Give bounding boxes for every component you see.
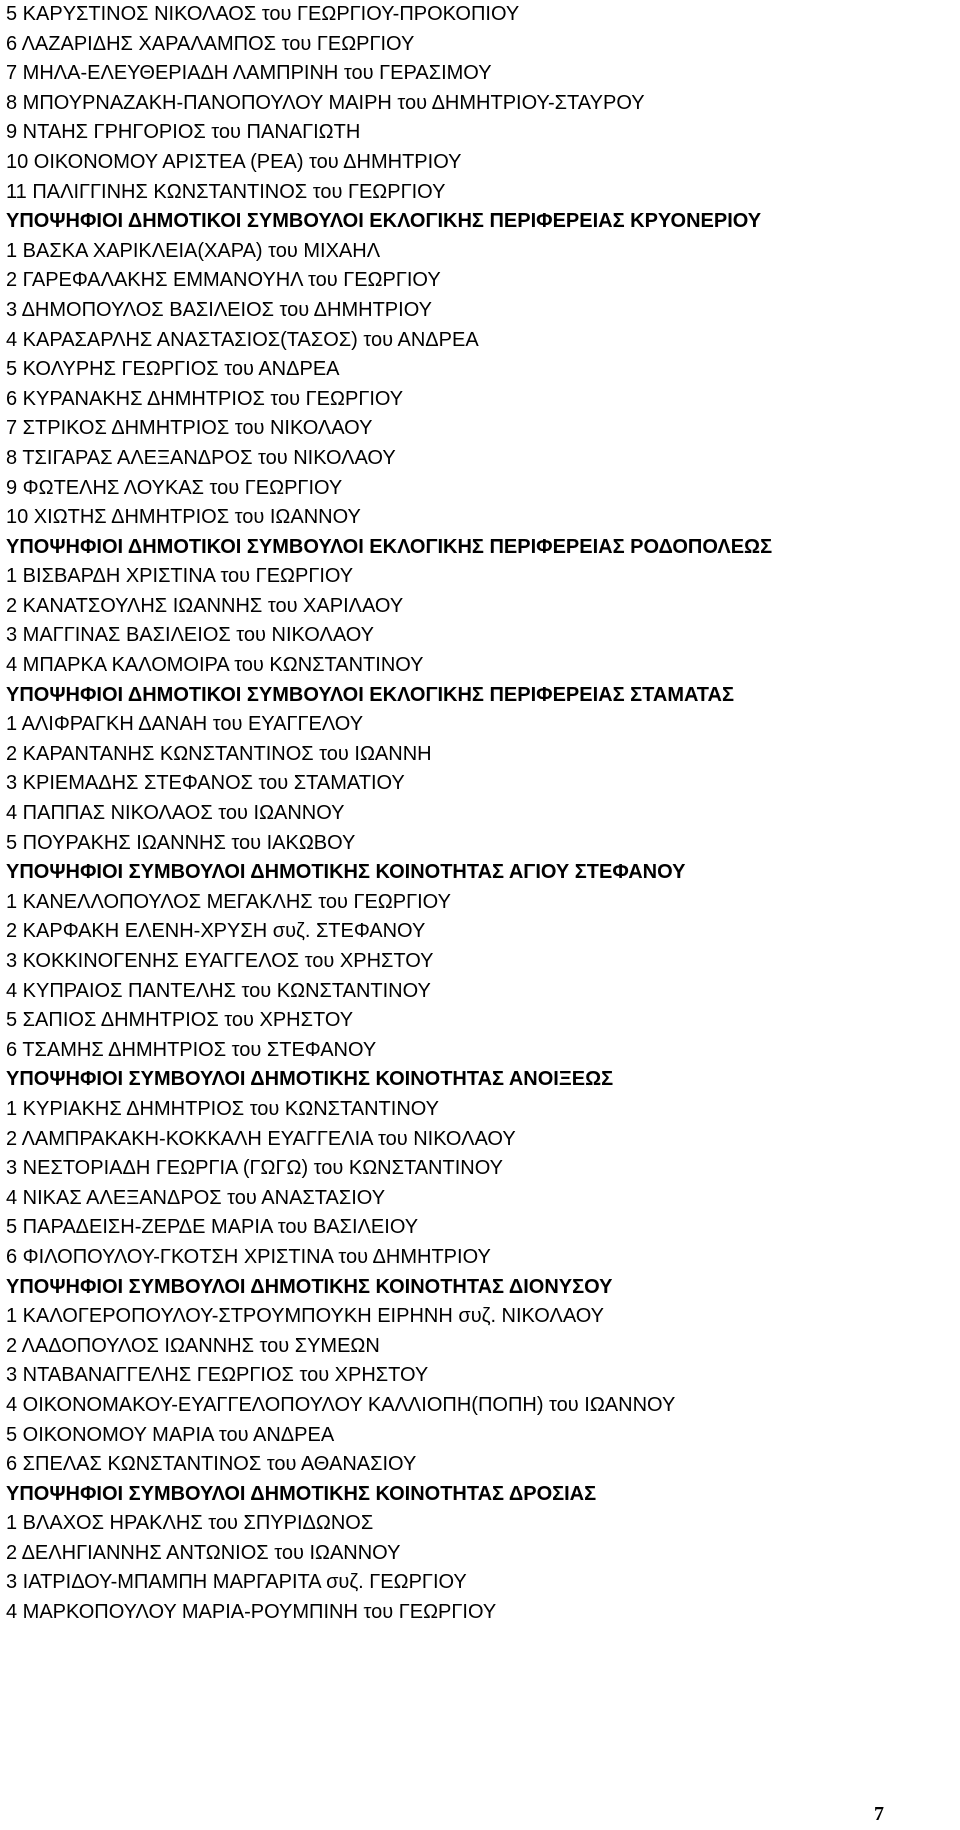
candidate-list xyxy=(6,0,954,1628)
candidate-entry: 5 ΚΑΡΥΣΤΙΝΟΣ ΝΙΚΟΛΑΟΣ του ΓΕΩΡΓΙΟΥ-ΠΡΟΚΟΠΙΟΥ xyxy=(6,3,520,25)
candidate-entry: 10 ΟΙΚΟΝΟΜΟΥ ΑΡΙΣΤΕΑ (ΡΕΑ) του ΔΗΜΗΤΡΙΟΥ xyxy=(6,150,462,173)
candidate-entry: 2 ΛΑΔΟΠΟΥΛΟΣ ΙΩΑΝΝΗΣ του ΣΥΜΕΩΝ xyxy=(6,1334,380,1357)
candidate-entry: 3 ΜΑΓΓΙΝΑΣ ΒΑΣΙΛΕΙΟΣ του ΝΙΚΟΛΑΟΥ xyxy=(6,624,374,647)
candidate-entry: 4 ΝΙΚΑΣ ΑΛΕΞΑΝΔΡΟΣ του ΑΝΑΣΤΑΣΙΟΥ xyxy=(6,1186,386,1209)
candidate-entry: 7 ΣΤΡΙΚΟΣ ΔΗΜΗΤΡΙΟΣ του ΝΙΚΟΛΑΟΥ xyxy=(6,417,373,440)
candidate-entry: 6 ΚΥΡΑΝΑΚΗΣ ΔΗΜΗΤΡΙΟΣ του ΓΕΩΡΓΙΟΥ xyxy=(6,387,404,410)
candidate-entry: 1 ΒΙΣΒΑΡΔΗ ΧΡΙΣΤΙΝΑ του ΓΕΩΡΓΙΟΥ xyxy=(6,565,354,588)
section-heading: ΥΠΟΨΗΦΙΟΙ ΔΗΜΟΤΙΚΟΙ ΣΥΜΒΟΥΛΟΙ ΕΚΛΟΓΙΚΗΣ ΠΕΡΙΦΕΡΕΙΑΣ ΡΟΔΟΠΟΛΕΩΣ xyxy=(6,535,773,558)
candidate-entry: 5 ΠΑΡΑΔΕΙΣΗ-ΖΕΡΔΕ ΜΑΡΙΑ του ΒΑΣΙΛΕΙΟΥ xyxy=(6,1216,419,1239)
candidate-entry: 6 ΤΣΑΜΗΣ ΔΗΜΗΤΡΙΟΣ του ΣΤΕΦΑΝΟΥ xyxy=(6,1038,377,1061)
candidate-entry: 2 ΛΑΜΠΡΑΚΑΚΗ-ΚΟΚΚΑΛΗ ΕΥΑΓΓΕΛΙΑ του ΝΙΚΟΛΑΟΥ xyxy=(6,1127,516,1150)
candidate-entry: 6 ΣΠΕΛΑΣ ΚΩΝΣΤΑΝΤΙΝΟΣ του ΑΘΑΝΑΣΙΟΥ xyxy=(6,1453,417,1476)
section-heading: ΥΠΟΨΗΦΙΟΙ ΣΥΜΒΟΥΛΟΙ ΔΗΜΟΤΙΚΗΣ ΚΟΙΝΟΤΗΤΑΣ ΑΓΙΟΥ ΣΤΕΦΑΝΟΥ xyxy=(6,861,686,884)
candidate-entry: 2 ΚΑΡΑΝΤΑΝΗΣ ΚΩΝΣΤΑΝΤΙΝΟΣ του ΙΩΑΝΝΗ xyxy=(6,742,432,765)
candidate-entry: 4 ΠΑΠΠΑΣ ΝΙΚΟΛΑΟΣ του ΙΩΑΝΝΟΥ xyxy=(6,802,345,825)
candidate-entry: 7 ΜΗΛΑ-ΕΛΕΥΘΕΡΙΑΔΗ ΛΑΜΠΡΙΝΗ του ΓΕΡΑΣΙΜΟΥ xyxy=(6,62,492,85)
candidate-entry: 4 ΜΑΡΚΟΠΟΥΛΟΥ ΜΑΡΙΑ-ΡΟΥΜΠΙΝΗ του ΓΕΩΡΓΙΟΥ xyxy=(6,1601,497,1624)
candidate-entry: 4 ΚΥΠΡΑΙΟΣ ΠΑΝΤΕΛΗΣ του ΚΩΝΣΤΑΝΤΙΝΟΥ xyxy=(6,979,431,1002)
candidate-entry: 3 ΚΡΙΕΜΑΔΗΣ ΣΤΕΦΑΝΟΣ του ΣΤΑΜΑΤΙΟΥ xyxy=(6,772,405,795)
candidate-entry: 8 ΜΠΟΥΡΝΑΖΑΚΗ-ΠΑΝΟΠΟΥΛΟΥ ΜΑΙΡΗ του ΔΗΜΗΤΡΙΟΥ-ΣΤΑΥΡΟΥ xyxy=(6,91,645,114)
candidate-entry: 6 ΦΙΛΟΠΟΥΛΟΥ-ΓΚΟΤΣΗ ΧΡΙΣΤΙΝΑ του ΔΗΜΗΤΡΙΟΥ xyxy=(6,1245,491,1268)
section-heading: ΥΠΟΨΗΦΙΟΙ ΣΥΜΒΟΥΛΟΙ ΔΗΜΟΤΙΚΗΣ ΚΟΙΝΟΤΗΤΑΣ ΔΙΟΝΥΣΟΥ xyxy=(6,1275,613,1298)
candidate-entry: 3 ΚΟΚΚΙΝΟΓΕΝΗΣ ΕΥΑΓΓΕΛΟΣ του ΧΡΗΣΤΟΥ xyxy=(6,950,434,972)
page-number: 7 xyxy=(874,1803,884,1825)
candidate-entry: 1 ΚΑΝΕΛΛΟΠΟΥΛΟΣ ΜΕΓΑΚΛΗΣ του ΓΕΩΡΓΙΟΥ xyxy=(6,890,451,913)
candidate-entry: 1 ΚΥΡΙΑΚΗΣ ΔΗΜΗΤΡΙΟΣ του ΚΩΝΣΤΑΝΤΙΝΟΥ xyxy=(6,1097,440,1120)
candidate-entry: 3 ΙΑΤΡΙΔΟΥ-ΜΠΑΜΠΗ ΜΑΡΓΑΡΙΤΑ συζ. ΓΕΩΡΓΙΟΥ xyxy=(6,1571,467,1594)
candidate-entry: 4 ΟΙΚΟΝΟΜΑΚΟΥ-ΕΥΑΓΓΕΛΟΠΟΥΛΟΥ ΚΑΛΛΙΟΠΗ(ΠΟΠΗ) του ΙΩΑΝΝΟΥ xyxy=(6,1393,676,1416)
candidate-entry: 2 ΓΑΡΕΦΑΛΑΚΗΣ ΕΜΜΑΝΟΥΗΛ του ΓΕΩΡΓΙΟΥ xyxy=(6,269,441,292)
candidate-entry: 3 ΝΤΑΒΑΝΑΓΓΕΛΗΣ ΓΕΩΡΓΙΟΣ του ΧΡΗΣΤΟΥ xyxy=(6,1364,429,1387)
candidate-entry: 1 ΚΑΛΟΓΕΡΟΠΟΥΛΟΥ-ΣΤΡΟΥΜΠΟΥΚΗ ΕΙΡΗΝΗ συζ. ΝΙΚΟΛΑΟΥ xyxy=(6,1305,605,1328)
candidate-entry: 1 ΑΛΙΦΡΑΓΚΗ ΔΑΝΑΗ του ΕΥΑΓΓΕΛΟΥ xyxy=(6,713,364,736)
section-heading: ΥΠΟΨΗΦΙΟΙ ΔΗΜΟΤΙΚΟΙ ΣΥΜΒΟΥΛΟΙ ΕΚΛΟΓΙΚΗΣ ΠΕΡΙΦΕΡΕΙΑΣ ΣΤΑΜΑΤΑΣ xyxy=(6,683,734,706)
candidate-entry: 4 ΜΠΑΡΚΑ ΚΑΛΟΜΟΙΡΑ του ΚΩΝΣΤΑΝΤΙΝΟΥ xyxy=(6,654,424,677)
candidate-entry: 2 ΚΑΡΦΑΚΗ ΕΛΕΝΗ-ΧΡΥΣΗ συζ. ΣΤΕΦΑΝΟΥ xyxy=(6,920,426,943)
candidate-entry: 8 ΤΣΙΓΑΡΑΣ ΑΛΕΞΑΝΔΡΟΣ του ΝΙΚΟΛΑΟΥ xyxy=(6,446,396,469)
candidate-entry: 4 ΚΑΡΑΣΑΡΛΗΣ ΑΝΑΣΤΑΣΙΟΣ(ΤΑΣΟΣ) του ΑΝΔΡΕΑ xyxy=(6,328,479,351)
candidate-entry: 10 ΧΙΩΤΗΣ ΔΗΜΗΤΡΙΟΣ του ΙΩΑΝΝΟΥ xyxy=(6,506,361,529)
candidate-entry: 3 ΔΗΜΟΠΟΥΛΟΣ ΒΑΣΙΛΕΙΟΣ του ΔΗΜΗΤΡΙΟΥ xyxy=(6,298,432,321)
candidate-entry: 5 ΟΙΚΟΝΟΜΟΥ ΜΑΡΙΑ του ΑΝΔΡΕΑ xyxy=(6,1423,335,1446)
candidate-entry: 1 ΒΑΣΚΑ ΧΑΡΙΚΛΕΙΑ(ΧΑΡΑ) του ΜΙΧΑΗΛ xyxy=(6,239,381,262)
candidate-entry: 5 ΚΟΛΥΡΗΣ ΓΕΩΡΓΙΟΣ του ΑΝΔΡΕΑ xyxy=(6,358,340,381)
candidate-entry: 9 ΦΩΤΕΛΗΣ ΛΟΥΚΑΣ του ΓΕΩΡΓΙΟΥ xyxy=(6,476,343,499)
candidate-entry: 11 ΠΑΛΙΓΓΙΝΗΣ ΚΩΝΣΤΑΝΤΙΝΟΣ του ΓΕΩΡΓΙΟΥ xyxy=(6,180,446,203)
candidate-entry: 6 ΛΑΖΑΡΙΔΗΣ ΧΑΡΑΛΑΜΠΟΣ του ΓΕΩΡΓΙΟΥ xyxy=(6,32,415,55)
section-heading: ΥΠΟΨΗΦΙΟΙ ΣΥΜΒΟΥΛΟΙ ΔΗΜΟΤΙΚΗΣ ΚΟΙΝΟΤΗΤΑΣ ΑΝΟΙΞΕΩΣ xyxy=(6,1068,614,1091)
candidate-entry: 2 ΔΕΛΗΓΙΑΝΝΗΣ ΑΝΤΩΝΙΟΣ του ΙΩΑΝΝΟΥ xyxy=(6,1541,401,1564)
candidate-entry: 9 ΝΤΑΗΣ ΓΡΗΓΟΡΙΟΣ του ΠΑΝΑΓΙΩΤΗ xyxy=(6,121,361,144)
candidate-entry: 1 ΒΛΑΧΟΣ ΗΡΑΚΛΗΣ του ΣΠΥΡΙΔΩΝΟΣ xyxy=(6,1512,374,1535)
candidate-entry: 2 ΚΑΝΑΤΣΟΥΛΗΣ ΙΩΑΝΝΗΣ του ΧΑΡΙΛΑΟΥ xyxy=(6,594,404,617)
candidate-entry: 3 ΝΕΣΤΟΡΙΑΔΗ ΓΕΩΡΓΙΑ (ΓΩΓΩ) του ΚΩΝΣΤΑΝΤΙΝΟΥ xyxy=(6,1157,503,1180)
section-heading: ΥΠΟΨΗΦΙΟΙ ΔΗΜΟΤΙΚΟΙ ΣΥΜΒΟΥΛΟΙ ΕΚΛΟΓΙΚΗΣ ΠΕΡΙΦΕΡΕΙΑΣ ΚΡΥΟΝΕΡΙΟΥ xyxy=(6,210,762,233)
candidate-entry: 5 ΠΟΥΡΑΚΗΣ ΙΩΑΝΝΗΣ του ΙΑΚΩΒΟΥ xyxy=(6,831,356,854)
candidate-entry: 5 ΣΑΠΙΟΣ ΔΗΜΗΤΡΙΟΣ του ΧΡΗΣΤΟΥ xyxy=(6,1009,354,1032)
section-heading: ΥΠΟΨΗΦΙΟΙ ΣΥΜΒΟΥΛΟΙ ΔΗΜΟΤΙΚΗΣ ΚΟΙΝΟΤΗΤΑΣ ΔΡΟΣΙΑΣ xyxy=(6,1482,597,1505)
